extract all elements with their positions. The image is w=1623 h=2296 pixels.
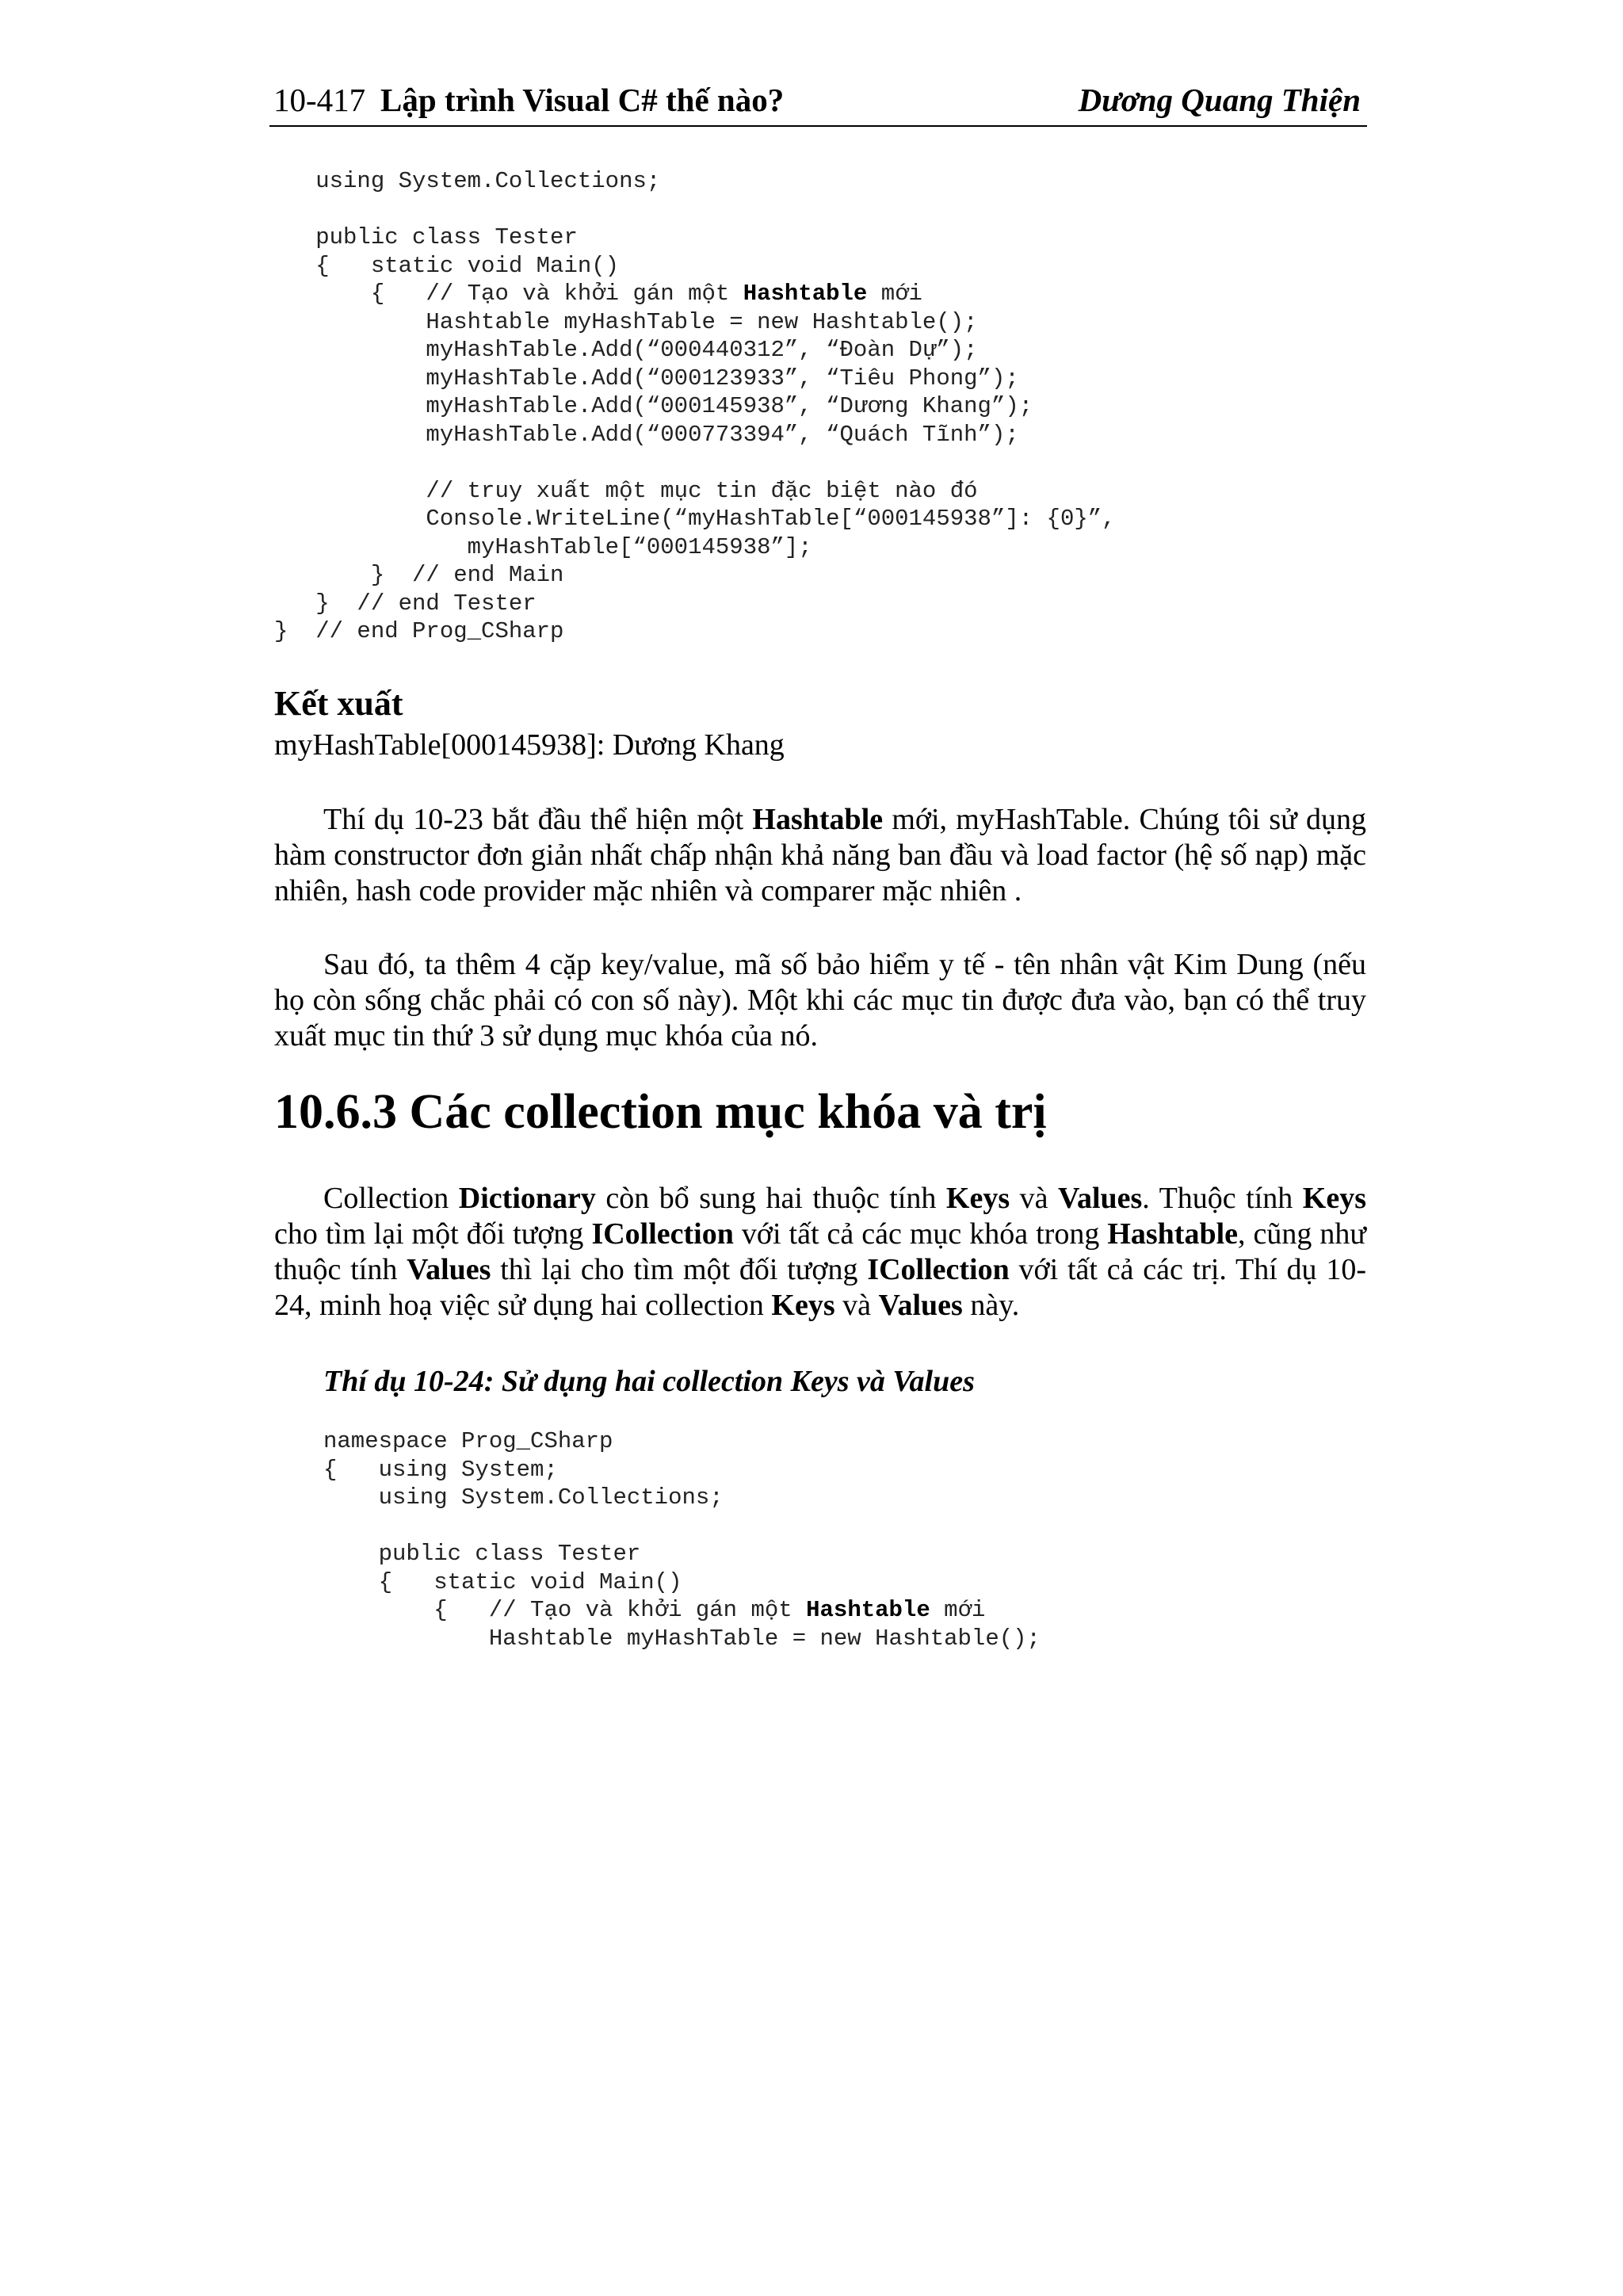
author-name: Dương Quang Thiện bbox=[1078, 82, 1361, 118]
page-header bbox=[269, 76, 1367, 127]
body-paragraph: Sau đó, ta thêm 4 cặp key/value, mã số bảo hiểm y tế - tên nhân vật Kim Dung (nếu họ còn sống chắc phải có con số này). Một khi các mục tin được đưa vào, bạn có thể truy xuất mục tin thứ 3 sử dụng mục khóa của nó. bbox=[274, 948, 1366, 1052]
code-block: namespace Prog_CSharp { using System; using System.Collections; public class Tester { static void Main() { // Tạo và khởi gán một Hashtable mới Hashtable myHashTable = new Hashtable(); bbox=[323, 1428, 1041, 1652]
bold-term: Keys bbox=[945, 1182, 1010, 1215]
bold-term: Keys bbox=[1302, 1182, 1366, 1215]
bold-term: Values bbox=[1057, 1182, 1143, 1215]
body-paragraph: Thí dụ 10-23 bắt đầu thể hiện một Hashtable mới, myHashTable. Chúng tôi sử dụng hàm constructor đơn giản nhất chấp nhận khả năng ban đầu và load factor (hệ số nạp) mặc nhiên, hash code provider mặc nhiên và comparer mặc nhiên . bbox=[274, 803, 1366, 907]
book-title: Lập trình Visual C# thế nào? bbox=[380, 82, 785, 118]
code-keyword: Hashtable bbox=[743, 281, 868, 307]
bold-term: Values bbox=[407, 1253, 491, 1286]
code-keyword: Hashtable bbox=[806, 1597, 930, 1623]
bold-term: Hashtable bbox=[752, 803, 884, 836]
bold-term: Hashtable bbox=[1107, 1217, 1239, 1251]
bold-term: Values bbox=[878, 1289, 963, 1322]
page-number: 10-417 bbox=[273, 82, 366, 118]
bold-term: Keys bbox=[771, 1289, 835, 1322]
code-block: using System.Collections; public class Tester { static void Main() { // Tạo và khởi gán một Hashtable mới Hashtable myHashTable = new Hashtable(); myHashTable.Add(“000440312”, “Đoàn Dự”); myHashTable.Add(“000123933”, “Tiêu Phong”); myHashTable.Add(“000145938”, “Dương Khang”); myHashTable.Add(“000773394”, “Quách Tĩnh”); // truy xuất một mục tin đặc biệt nào đó Console.WriteLine(“myHashTable[“000145938”]: {0}”, myHashTable[“000145938”]; } // end Main } // end Tester } // end Prog_CSharp bbox=[274, 168, 1116, 644]
bold-term: Dictionary bbox=[458, 1182, 596, 1215]
output-heading: Kết xuất bbox=[274, 684, 403, 723]
output-text: myHashTable[000145938]: Dương Khang bbox=[274, 728, 785, 762]
bold-term: ICollection bbox=[591, 1217, 734, 1251]
body-paragraph: Collection Dictionary còn bổ sung hai thuộc tính Keys và Values. Thuộc tính Keys cho tìm lại một đối tượng ICollection với tất cả các mục khóa trong Hashtable, cũng như thuộc tính Values thì lại cho tìm một đối tượng ICollection với tất cả các trị. Thí dụ 10-24, minh hoạ việc sử dụng hai collection Keys và Values này. bbox=[274, 1182, 1366, 1322]
section-heading: 10.6.3 Các collection mục khóa và trị bbox=[274, 1085, 1047, 1139]
bold-term: ICollection bbox=[867, 1253, 1010, 1286]
example-caption: Thí dụ 10-24: Sử dụng hai collection Keys và Values bbox=[323, 1365, 975, 1398]
